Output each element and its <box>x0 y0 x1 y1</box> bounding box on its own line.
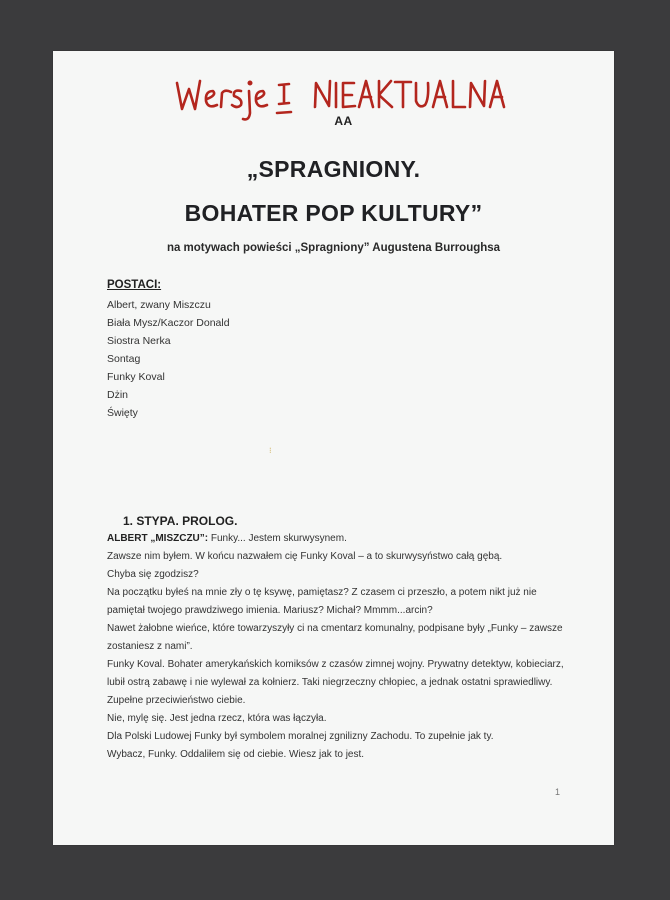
cast-heading: POSTACI: <box>107 279 162 291</box>
dialogue-line: Funky Koval. Bohater amerykańskich komiksów z czasów zimnej wojny. Prywatny detektyw, kobieciarz, <box>107 659 564 670</box>
page-number: 1 <box>555 787 561 797</box>
dialogue-line <box>107 530 597 548</box>
dialogue-line: zostaniesz z nami”. <box>107 641 193 652</box>
dialogue-text: Funky... Jestem skurwysynem. <box>208 533 347 544</box>
document-title-line-2: BOHATER POP KULTURY” <box>184 200 483 226</box>
header-code: AA <box>334 114 353 128</box>
document-page <box>53 51 614 845</box>
margin-marks: ⁝ <box>269 446 272 455</box>
cast-item: Biała Mysz/Kaczor Donald <box>107 317 230 329</box>
dialogue-line: pamiętał twojego prawdziwego imienia. Mariusz? Michał? Mmmm...arcin? <box>107 605 433 616</box>
document-subtitle: na motywach powieści „Spragniony” Augustena Burroughsa <box>166 242 501 254</box>
dialogue-line: Zupełne przeciwieństwo ciebie. <box>107 695 246 706</box>
dialogue-line: Nawet żałobne wieńce, które towarzyszyły ci na cmentarz komunalny, podpisane były „Funky – zawsze <box>107 623 563 634</box>
cast-item: Dżin <box>107 389 129 401</box>
cast-item: Święty <box>107 407 138 419</box>
cast-item: Sontag <box>107 353 141 365</box>
scene-heading: 1. STYPA. PROLOG. <box>123 514 238 528</box>
cast-item: Funky Koval <box>107 371 165 383</box>
cast-list <box>107 296 230 422</box>
dialogue-line: Chyba się zgodzisz? <box>107 569 199 580</box>
speaker-name: ALBERT „MISZCZU”: <box>107 533 209 544</box>
dialogue-line: lubił ostrą zabawę i nie wylewał za kołnierz. Taki niegrzeczny chłopiec, a jednak ostatni sprawiedliwy. <box>107 677 553 688</box>
dialogue-line: Dla Polski Ludowej Funky był symbolem moralnej zgnilizny Zachodu. To zupełnie jak ty. <box>107 731 494 742</box>
document-title-line-1: „SPRAGNIONY. <box>246 156 421 182</box>
cast-item: Albert, zwany Miszczu <box>107 299 211 311</box>
cast-item: Siostra Nerka <box>107 335 171 347</box>
dialogue-line: Wybacz, Funky. Oddaliłem się od ciebie. Wiesz jak to jest. <box>107 749 365 760</box>
dialogue-line: Nie, mylę się. Jest jedna rzecz, która was łączyła. <box>107 713 327 724</box>
dialogue-block <box>107 530 597 764</box>
dialogue-line: Zawsze nim byłem. W końcu nazwałem cię Funky Koval – a to skurwysyństwo całą gębą. <box>107 551 503 562</box>
dialogue-line: Na początku byłeś na mnie zły o tę ksywę, pamiętasz? Z czasem ci przeszło, a potem nikt już nie <box>107 587 537 598</box>
